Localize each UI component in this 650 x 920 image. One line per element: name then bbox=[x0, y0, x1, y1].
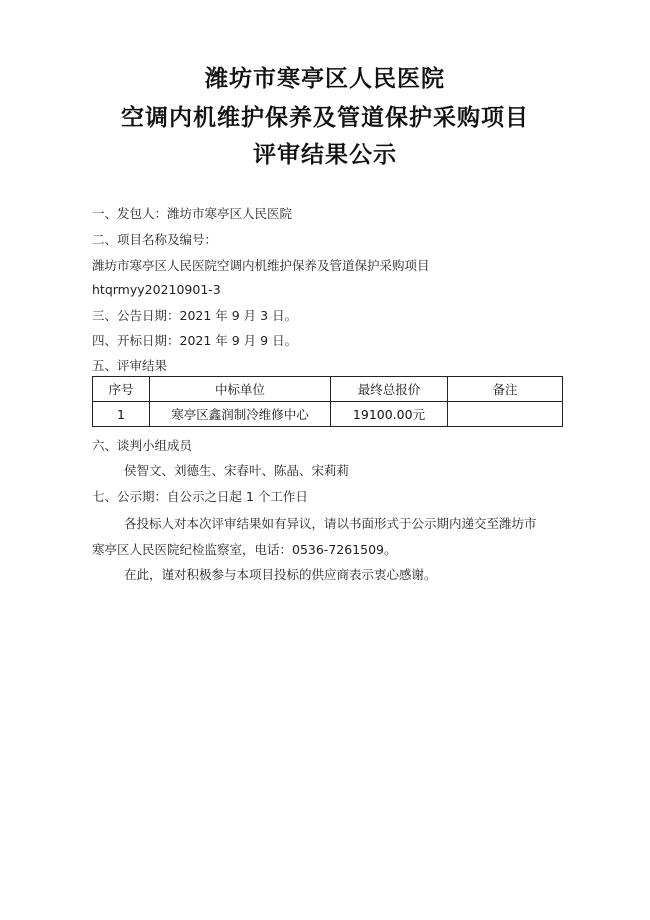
table-header-row bbox=[93, 377, 563, 402]
table-cell: 19100.00元 bbox=[331, 402, 448, 427]
panel-members: 侯智文、刘德生、宋春叶、陈晶、宋莉莉 bbox=[124, 463, 350, 478]
thanks-line: 在此，谨对积极参与本项目投标的供应商表示衷心感谢。 bbox=[124, 567, 437, 582]
open-date: 四、开标日期：2021 年 9 月 9 日。 bbox=[92, 333, 298, 348]
publicity-period: 七、公示期：自公示之日起 1 个工作日 bbox=[92, 489, 308, 504]
table-cell: 寒亭区鑫润制冷维修中心 bbox=[150, 402, 331, 427]
title-line-1: 潍坊市寒亭区人民医院 bbox=[205, 65, 445, 92]
project-code: htqrmyy20210901-3 bbox=[92, 282, 221, 297]
title-line-3: 评审结果公示 bbox=[253, 141, 397, 168]
panel-heading: 六、谈判小组成员 bbox=[92, 438, 193, 453]
announce-date: 三、公告日期：2021 年 9 月 3 日。 bbox=[92, 308, 298, 323]
table-cell bbox=[448, 402, 563, 427]
objection-contact: 寒亭区人民医院纪检监察室，电话：0536-7261509。 bbox=[92, 542, 397, 557]
project-name: 潍坊市寒亭区人民医院空调内机维护保养及管道保护采购项目 bbox=[92, 258, 430, 273]
table-header-cell: 中标单位 bbox=[150, 377, 331, 402]
project-heading: 二、项目名称及编号： bbox=[92, 232, 218, 247]
table-cell: 1 bbox=[93, 402, 150, 427]
issuer-line: 一、发包人：潍坊市寒亭区人民医院 bbox=[92, 206, 293, 221]
table-header-cell: 最终总报价 bbox=[331, 377, 448, 402]
objection-line: 各投标人对本次评审结果如有异议，请以书面形式于公示期内递交至潍坊市 bbox=[124, 516, 537, 531]
result-table bbox=[92, 376, 563, 427]
table-header-cell: 序号 bbox=[93, 377, 150, 402]
result-heading: 五、评审结果 bbox=[92, 358, 168, 373]
title-line-2: 空调内机维护保养及管道保护采购项目 bbox=[121, 104, 529, 131]
table-header-cell: 备注 bbox=[448, 377, 563, 402]
table-row bbox=[93, 402, 563, 427]
